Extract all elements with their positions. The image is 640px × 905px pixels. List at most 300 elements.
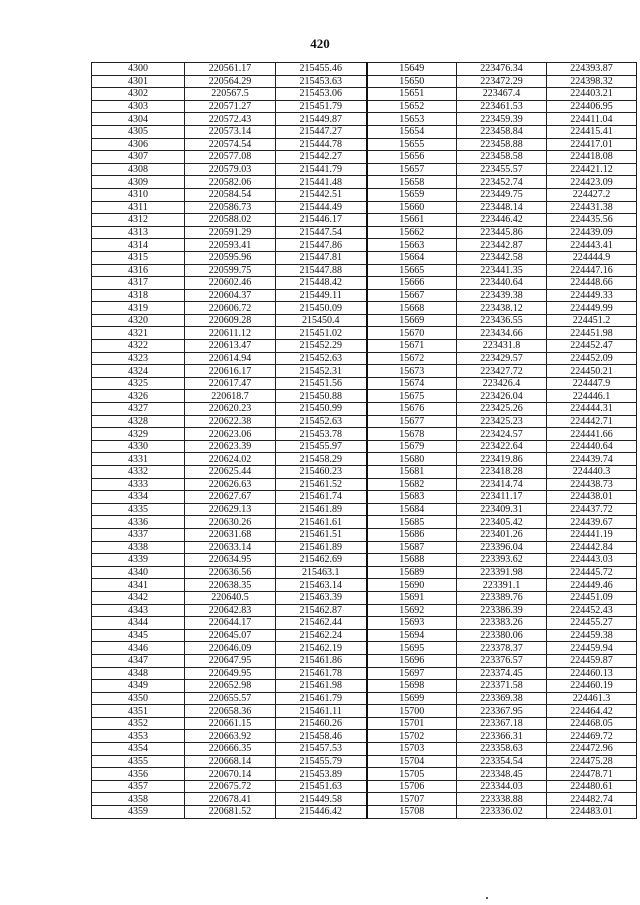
cell-point-number-left: 4302 xyxy=(92,88,185,101)
cell-y-left: 215462.69 xyxy=(276,554,367,567)
cell-y-right: 224451.98 xyxy=(547,327,637,340)
cell-x-right: 223438.12 xyxy=(457,302,547,315)
table-row xyxy=(92,188,637,201)
cell-x-left: 220602.46 xyxy=(185,277,276,290)
cell-point-number-right: 15666 xyxy=(367,277,457,290)
table-row xyxy=(92,251,637,264)
cell-point-number-left: 4321 xyxy=(92,327,185,340)
table-row xyxy=(92,591,637,604)
table-row xyxy=(92,365,637,378)
cell-y-left: 215461.78 xyxy=(276,667,367,680)
cell-point-number-right: 15651 xyxy=(367,88,457,101)
cell-y-right: 224459.38 xyxy=(547,629,637,642)
cell-point-number-left: 4312 xyxy=(92,214,185,227)
cell-x-left: 220644.17 xyxy=(185,617,276,630)
cell-x-right: 223336.02 xyxy=(457,806,547,819)
cell-point-number-left: 4314 xyxy=(92,239,185,252)
cell-x-left: 220593.41 xyxy=(185,239,276,252)
cell-x-right: 223414.74 xyxy=(457,478,547,491)
cell-x-right: 223419.86 xyxy=(457,453,547,466)
table-row xyxy=(92,390,637,403)
cell-y-right: 224451.2 xyxy=(547,314,637,327)
cell-x-left: 220606.72 xyxy=(185,302,276,315)
cell-point-number-left: 4333 xyxy=(92,478,185,491)
cell-point-number-right: 15672 xyxy=(367,352,457,365)
cell-x-right: 223376.57 xyxy=(457,654,547,667)
table-row xyxy=(92,214,637,227)
cell-x-left: 220620.23 xyxy=(185,403,276,416)
table-row xyxy=(92,743,637,756)
cell-x-left: 220678.41 xyxy=(185,793,276,806)
cell-y-left: 215463.39 xyxy=(276,591,367,604)
cell-x-left: 220642.83 xyxy=(185,604,276,617)
table-row xyxy=(92,176,637,189)
cell-x-right: 223431.8 xyxy=(457,340,547,353)
cell-point-number-left: 4315 xyxy=(92,251,185,264)
cell-y-right: 224417.01 xyxy=(547,138,637,151)
table-row xyxy=(92,88,637,101)
cell-x-right: 223449.75 xyxy=(457,188,547,201)
cell-x-left: 220629.13 xyxy=(185,503,276,516)
cell-x-right: 223418.28 xyxy=(457,466,547,479)
cell-y-left: 215453.63 xyxy=(276,75,367,88)
cell-y-left: 215453.06 xyxy=(276,88,367,101)
cell-x-left: 220666.35 xyxy=(185,743,276,756)
cell-y-left: 215446.17 xyxy=(276,214,367,227)
cell-y-left: 215452.63 xyxy=(276,352,367,365)
table-row xyxy=(92,63,637,76)
table-row xyxy=(92,642,637,655)
cell-x-right: 223367.95 xyxy=(457,705,547,718)
cell-point-number-right: 15684 xyxy=(367,503,457,516)
cell-point-number-left: 4339 xyxy=(92,554,185,567)
cell-y-left: 215461.51 xyxy=(276,528,367,541)
cell-y-right: 224442.84 xyxy=(547,541,637,554)
cell-point-number-left: 4337 xyxy=(92,528,185,541)
cell-point-number-right: 15681 xyxy=(367,466,457,479)
cell-x-left: 220572.43 xyxy=(185,113,276,126)
cell-x-right: 223458.88 xyxy=(457,138,547,151)
cell-point-number-right: 15661 xyxy=(367,214,457,227)
cell-y-right: 224441.19 xyxy=(547,528,637,541)
cell-point-number-right: 15649 xyxy=(367,63,457,76)
cell-point-number-left: 4318 xyxy=(92,289,185,302)
cell-y-left: 215441.79 xyxy=(276,163,367,176)
cell-point-number-right: 15689 xyxy=(367,566,457,579)
cell-x-right: 223439.38 xyxy=(457,289,547,302)
cell-point-number-left: 4310 xyxy=(92,188,185,201)
cell-point-number-left: 4356 xyxy=(92,768,185,781)
cell-y-right: 224411.04 xyxy=(547,113,637,126)
cell-x-right: 223374.45 xyxy=(457,667,547,680)
table-row xyxy=(92,579,637,592)
cell-x-left: 220595.96 xyxy=(185,251,276,264)
cell-x-left: 220652.98 xyxy=(185,680,276,693)
cell-point-number-right: 15702 xyxy=(367,730,457,743)
cell-point-number-left: 4316 xyxy=(92,264,185,277)
cell-point-number-right: 15653 xyxy=(367,113,457,126)
cell-point-number-right: 15671 xyxy=(367,340,457,353)
cell-x-left: 220613.47 xyxy=(185,340,276,353)
cell-x-left: 220582.06 xyxy=(185,176,276,189)
table-row xyxy=(92,264,637,277)
cell-x-left: 220616.17 xyxy=(185,365,276,378)
cell-point-number-right: 15665 xyxy=(367,264,457,277)
cell-x-left: 220681.52 xyxy=(185,806,276,819)
cell-y-right: 224461.3 xyxy=(547,692,637,705)
cell-x-left: 220661.15 xyxy=(185,717,276,730)
scan-speck xyxy=(486,897,488,899)
cell-x-left: 220675.72 xyxy=(185,780,276,793)
cell-x-left: 220625.44 xyxy=(185,466,276,479)
cell-x-right: 223405.42 xyxy=(457,516,547,529)
table-body xyxy=(92,63,637,819)
table-row xyxy=(92,226,637,239)
cell-y-right: 224447.16 xyxy=(547,264,637,277)
cell-x-left: 220627.67 xyxy=(185,491,276,504)
cell-x-left: 220646.09 xyxy=(185,642,276,655)
cell-y-right: 224435.56 xyxy=(547,214,637,227)
cell-x-left: 220599.75 xyxy=(185,264,276,277)
cell-x-left: 220571.27 xyxy=(185,100,276,113)
cell-y-left: 215447.86 xyxy=(276,239,367,252)
table-row xyxy=(92,768,637,781)
cell-y-right: 224482.74 xyxy=(547,793,637,806)
cell-y-left: 215461.86 xyxy=(276,654,367,667)
cell-point-number-left: 4301 xyxy=(92,75,185,88)
cell-x-left: 220633.14 xyxy=(185,541,276,554)
cell-x-right: 223442.58 xyxy=(457,251,547,264)
cell-x-right: 223358.63 xyxy=(457,743,547,756)
cell-point-number-left: 4307 xyxy=(92,151,185,164)
cell-x-right: 223448.14 xyxy=(457,201,547,214)
table-row xyxy=(92,466,637,479)
cell-point-number-left: 4336 xyxy=(92,516,185,529)
cell-x-left: 220618.7 xyxy=(185,390,276,403)
cell-y-left: 215457.53 xyxy=(276,743,367,756)
table-row xyxy=(92,503,637,516)
cell-y-right: 224468.05 xyxy=(547,717,637,730)
cell-point-number-right: 15704 xyxy=(367,755,457,768)
cell-y-right: 224447.9 xyxy=(547,377,637,390)
cell-point-number-right: 15688 xyxy=(367,554,457,567)
cell-x-left: 220645.07 xyxy=(185,629,276,642)
cell-point-number-left: 4326 xyxy=(92,390,185,403)
cell-y-left: 215461.98 xyxy=(276,680,367,693)
cell-y-right: 224451.09 xyxy=(547,591,637,604)
cell-y-left: 215461.11 xyxy=(276,705,367,718)
cell-x-left: 220561.17 xyxy=(185,63,276,76)
cell-x-left: 220626.63 xyxy=(185,478,276,491)
cell-y-right: 224437.72 xyxy=(547,503,637,516)
cell-point-number-right: 15657 xyxy=(367,163,457,176)
cell-y-right: 224460.13 xyxy=(547,667,637,680)
cell-x-right: 223401.26 xyxy=(457,528,547,541)
table-row xyxy=(92,617,637,630)
cell-point-number-right: 15680 xyxy=(367,453,457,466)
cell-y-left: 215461.89 xyxy=(276,503,367,516)
cell-y-left: 215450.88 xyxy=(276,390,367,403)
cell-y-right: 224393.87 xyxy=(547,63,637,76)
cell-y-right: 224440.3 xyxy=(547,466,637,479)
table-row xyxy=(92,302,637,315)
cell-x-right: 223378.37 xyxy=(457,642,547,655)
cell-y-left: 215451.79 xyxy=(276,100,367,113)
cell-point-number-left: 4331 xyxy=(92,453,185,466)
table-row xyxy=(92,163,637,176)
cell-point-number-left: 4347 xyxy=(92,654,185,667)
cell-point-number-right: 15652 xyxy=(367,100,457,113)
cell-x-right: 223458.84 xyxy=(457,125,547,138)
cell-point-number-right: 15692 xyxy=(367,604,457,617)
cell-y-right: 224459.94 xyxy=(547,642,637,655)
cell-point-number-right: 15655 xyxy=(367,138,457,151)
cell-y-right: 224403.21 xyxy=(547,88,637,101)
cell-y-left: 215447.81 xyxy=(276,251,367,264)
cell-y-right: 224464.42 xyxy=(547,705,637,718)
cell-y-right: 224480.61 xyxy=(547,780,637,793)
table-row xyxy=(92,516,637,529)
cell-x-right: 223425.26 xyxy=(457,403,547,416)
cell-y-left: 215450.4 xyxy=(276,314,367,327)
cell-point-number-left: 4313 xyxy=(92,226,185,239)
cell-x-right: 223445.86 xyxy=(457,226,547,239)
table-row xyxy=(92,692,637,705)
cell-point-number-left: 4341 xyxy=(92,579,185,592)
cell-x-right: 223425.23 xyxy=(457,415,547,428)
cell-point-number-right: 15660 xyxy=(367,201,457,214)
cell-x-left: 220658.36 xyxy=(185,705,276,718)
cell-y-right: 224421.12 xyxy=(547,163,637,176)
cell-y-left: 215441.48 xyxy=(276,176,367,189)
cell-y-left: 215453.89 xyxy=(276,768,367,781)
table-row xyxy=(92,755,637,768)
table-row xyxy=(92,717,637,730)
cell-point-number-right: 15705 xyxy=(367,768,457,781)
table-row xyxy=(92,780,637,793)
cell-point-number-right: 15662 xyxy=(367,226,457,239)
cell-y-right: 224483.01 xyxy=(547,806,637,819)
cell-point-number-left: 4309 xyxy=(92,176,185,189)
cell-point-number-left: 4323 xyxy=(92,352,185,365)
cell-x-right: 223458.58 xyxy=(457,151,547,164)
cell-point-number-left: 4351 xyxy=(92,705,185,718)
cell-y-left: 215463.1 xyxy=(276,566,367,579)
cell-point-number-left: 4329 xyxy=(92,428,185,441)
cell-point-number-right: 15690 xyxy=(367,579,457,592)
cell-y-right: 224478.71 xyxy=(547,768,637,781)
table-row xyxy=(92,415,637,428)
cell-y-left: 215444.49 xyxy=(276,201,367,214)
cell-point-number-left: 4348 xyxy=(92,667,185,680)
cell-point-number-right: 15667 xyxy=(367,289,457,302)
cell-point-number-right: 15656 xyxy=(367,151,457,164)
cell-point-number-right: 15664 xyxy=(367,251,457,264)
table-row xyxy=(92,377,637,390)
cell-x-right: 223380.06 xyxy=(457,629,547,642)
cell-x-left: 220573.14 xyxy=(185,125,276,138)
cell-y-left: 215461.79 xyxy=(276,692,367,705)
cell-y-left: 215444.78 xyxy=(276,138,367,151)
cell-y-left: 215452.29 xyxy=(276,340,367,353)
cell-point-number-left: 4325 xyxy=(92,377,185,390)
table-row xyxy=(92,566,637,579)
cell-x-right: 223440.64 xyxy=(457,277,547,290)
cell-y-left: 215452.63 xyxy=(276,415,367,428)
table-row xyxy=(92,440,637,453)
cell-x-left: 220591.29 xyxy=(185,226,276,239)
cell-point-number-left: 4350 xyxy=(92,692,185,705)
cell-point-number-right: 15696 xyxy=(367,654,457,667)
table-row xyxy=(92,125,637,138)
cell-y-right: 224440.64 xyxy=(547,440,637,453)
cell-x-left: 220574.54 xyxy=(185,138,276,151)
table-row xyxy=(92,654,637,667)
cell-point-number-left: 4320 xyxy=(92,314,185,327)
table-row xyxy=(92,327,637,340)
cell-point-number-left: 4317 xyxy=(92,277,185,290)
cell-y-left: 215442.51 xyxy=(276,188,367,201)
cell-point-number-right: 15650 xyxy=(367,75,457,88)
cell-y-right: 224452.47 xyxy=(547,340,637,353)
cell-x-left: 220584.54 xyxy=(185,188,276,201)
cell-point-number-left: 4311 xyxy=(92,201,185,214)
cell-x-right: 223441.35 xyxy=(457,264,547,277)
cell-y-right: 224460.19 xyxy=(547,680,637,693)
cell-y-left: 215451.63 xyxy=(276,780,367,793)
cell-y-left: 215462.19 xyxy=(276,642,367,655)
cell-y-left: 215449.11 xyxy=(276,289,367,302)
cell-x-left: 220588.02 xyxy=(185,214,276,227)
cell-y-right: 224449.33 xyxy=(547,289,637,302)
table-row xyxy=(92,138,637,151)
cell-y-left: 215460.26 xyxy=(276,717,367,730)
cell-point-number-right: 15678 xyxy=(367,428,457,441)
table-row xyxy=(92,491,637,504)
cell-y-left: 215452.31 xyxy=(276,365,367,378)
cell-y-right: 224446.1 xyxy=(547,390,637,403)
cell-y-right: 224427.2 xyxy=(547,188,637,201)
cell-y-left: 215463.14 xyxy=(276,579,367,592)
cell-y-left: 215449.58 xyxy=(276,793,367,806)
cell-point-number-right: 15675 xyxy=(367,390,457,403)
cell-point-number-right: 15700 xyxy=(367,705,457,718)
cell-x-right: 223344.03 xyxy=(457,780,547,793)
cell-x-left: 220647.95 xyxy=(185,654,276,667)
cell-x-right: 223426.04 xyxy=(457,390,547,403)
cell-point-number-right: 15674 xyxy=(367,377,457,390)
cell-point-number-left: 4352 xyxy=(92,717,185,730)
cell-x-right: 223442.87 xyxy=(457,239,547,252)
cell-x-right: 223391.1 xyxy=(457,579,547,592)
cell-y-left: 215451.02 xyxy=(276,327,367,340)
cell-point-number-left: 4328 xyxy=(92,415,185,428)
cell-point-number-right: 15670 xyxy=(367,327,457,340)
table-row xyxy=(92,793,637,806)
cell-y-left: 215453.78 xyxy=(276,428,367,441)
cell-point-number-right: 15654 xyxy=(367,125,457,138)
cell-y-left: 215460.23 xyxy=(276,466,367,479)
cell-point-number-right: 15658 xyxy=(367,176,457,189)
cell-point-number-left: 4353 xyxy=(92,730,185,743)
cell-point-number-right: 15659 xyxy=(367,188,457,201)
cell-x-right: 223386.39 xyxy=(457,604,547,617)
cell-point-number-left: 4322 xyxy=(92,340,185,353)
cell-x-left: 220564.29 xyxy=(185,75,276,88)
cell-y-left: 215461.74 xyxy=(276,491,367,504)
cell-point-number-right: 15699 xyxy=(367,692,457,705)
cell-y-right: 224449.99 xyxy=(547,302,637,315)
table-row xyxy=(92,239,637,252)
cell-x-right: 223461.53 xyxy=(457,100,547,113)
cell-y-right: 224439.67 xyxy=(547,516,637,529)
cell-point-number-right: 15687 xyxy=(367,541,457,554)
cell-x-right: 223455.57 xyxy=(457,163,547,176)
cell-point-number-left: 4334 xyxy=(92,491,185,504)
cell-point-number-right: 15682 xyxy=(367,478,457,491)
coordinates-table xyxy=(91,62,637,819)
table-row xyxy=(92,75,637,88)
cell-point-number-left: 4308 xyxy=(92,163,185,176)
cell-x-left: 220579.03 xyxy=(185,163,276,176)
cell-x-left: 220668.14 xyxy=(185,755,276,768)
cell-x-left: 220604.37 xyxy=(185,289,276,302)
cell-x-right: 223389.76 xyxy=(457,591,547,604)
cell-point-number-right: 15694 xyxy=(367,629,457,642)
cell-y-left: 215461.52 xyxy=(276,478,367,491)
table-row xyxy=(92,629,637,642)
cell-y-right: 224449.46 xyxy=(547,579,637,592)
cell-y-left: 215447.27 xyxy=(276,125,367,138)
cell-y-right: 224443.03 xyxy=(547,554,637,567)
cell-point-number-left: 4335 xyxy=(92,503,185,516)
cell-y-right: 224472.96 xyxy=(547,743,637,756)
table-row xyxy=(92,667,637,680)
cell-point-number-left: 4306 xyxy=(92,138,185,151)
cell-y-right: 224459.87 xyxy=(547,654,637,667)
page-number: 420 xyxy=(310,36,330,51)
table-row xyxy=(92,428,637,441)
cell-x-right: 223371.58 xyxy=(457,680,547,693)
cell-y-left: 215458.29 xyxy=(276,453,367,466)
cell-point-number-left: 4346 xyxy=(92,642,185,655)
table-row xyxy=(92,478,637,491)
cell-x-right: 223396.04 xyxy=(457,541,547,554)
cell-point-number-right: 15685 xyxy=(367,516,457,529)
cell-y-right: 224443.41 xyxy=(547,239,637,252)
cell-x-right: 223422.64 xyxy=(457,440,547,453)
cell-point-number-right: 15663 xyxy=(367,239,457,252)
cell-x-left: 220577.08 xyxy=(185,151,276,164)
table-row xyxy=(92,453,637,466)
cell-y-left: 215462.24 xyxy=(276,629,367,642)
cell-y-left: 215449.87 xyxy=(276,113,367,126)
table-row xyxy=(92,554,637,567)
cell-y-left: 215448.42 xyxy=(276,277,367,290)
table-row xyxy=(92,541,637,554)
cell-point-number-right: 15701 xyxy=(367,717,457,730)
cell-y-left: 215447.54 xyxy=(276,226,367,239)
cell-x-left: 220622.38 xyxy=(185,415,276,428)
cell-point-number-right: 15669 xyxy=(367,314,457,327)
cell-x-left: 220623.06 xyxy=(185,428,276,441)
table-row xyxy=(92,314,637,327)
cell-x-left: 220614.94 xyxy=(185,352,276,365)
cell-x-left: 220670.14 xyxy=(185,768,276,781)
cell-y-right: 224475.28 xyxy=(547,755,637,768)
cell-y-right: 224398.32 xyxy=(547,75,637,88)
cell-point-number-left: 4324 xyxy=(92,365,185,378)
